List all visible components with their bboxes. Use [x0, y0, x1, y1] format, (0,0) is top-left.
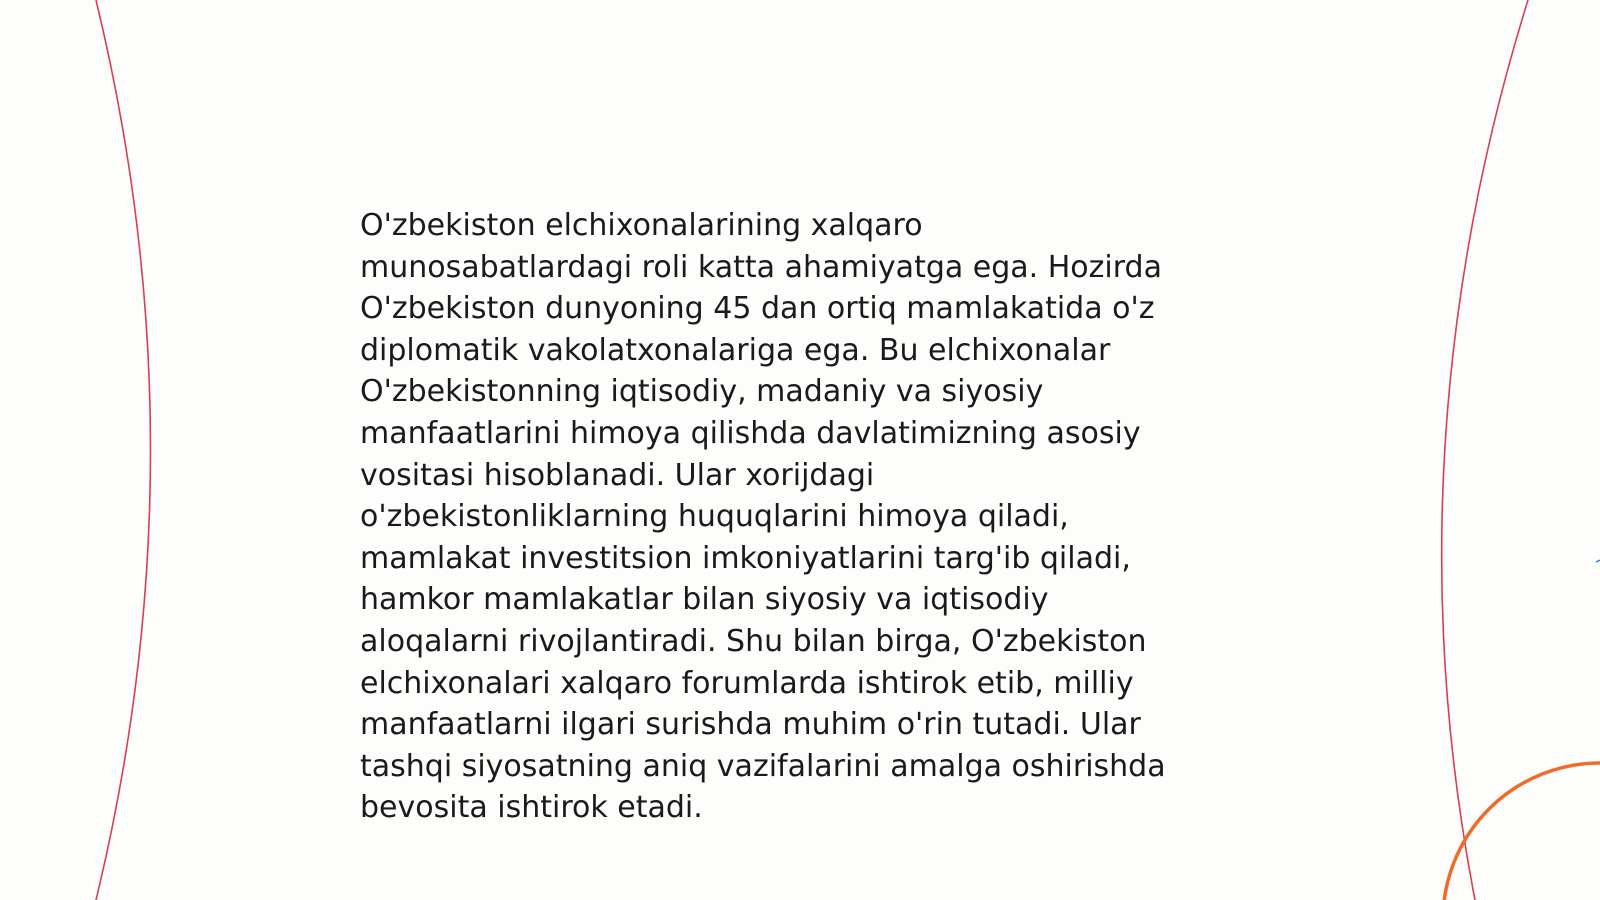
paragraph-line: manfaatlarni ilgari surishda muhim o'rin tutadi. Ular: [360, 707, 1141, 743]
paragraph-line: aloqalarni rivojlantiradi. Shu bilan birga, O'zbekiston: [360, 623, 1147, 659]
paragraph-line: hamkor mamlakatlar bilan siyosiy va iqtisodiy: [360, 582, 1049, 618]
paragraph-line: mamlakat investitsion imkoniyatlarini targ'ib qiladi,: [360, 540, 1131, 576]
paragraph-line: tashqi siyosatning aniq vazifalarini amalga oshirishda: [360, 748, 1166, 784]
paragraph-line: vositasi hisoblanadi. Ular xorijdagi: [360, 457, 875, 493]
paragraph-line: O'zbekiston dunyoning 45 dan ortiq mamlakatida o'z: [360, 291, 1155, 327]
paragraph-line: elchixonalari xalqaro forumlarda ishtirok etib, milliy: [360, 665, 1134, 701]
paragraph-line: bevosita ishtirok etadi.: [360, 790, 703, 826]
paragraph-line: munosabatlardagi roli katta ahamiyatga ega. Hozirda: [360, 249, 1162, 285]
paragraph-line: o'zbekistonliklarning huquqlarini himoya qiladi,: [360, 499, 1069, 535]
left-curve-line: [96, 0, 151, 900]
paragraph-line: O'zbekistonning iqtisodiy, madaniy va siyosiy: [360, 374, 1044, 410]
blue-tick-mark: [1596, 560, 1600, 562]
paragraph-line: O'zbekiston elchixonalarining xalqaro: [360, 208, 923, 243]
paragraph-line: manfaatlarini himoya qilishda davlatimizning asosiy: [360, 415, 1141, 451]
paragraph: [360, 205, 1240, 829]
orange-arc: [1443, 763, 1600, 900]
right-curve-line: [1442, 0, 1528, 900]
paragraph-line: diplomatik vakolatxonalariga ega. Bu elchixonalar: [360, 332, 1111, 368]
